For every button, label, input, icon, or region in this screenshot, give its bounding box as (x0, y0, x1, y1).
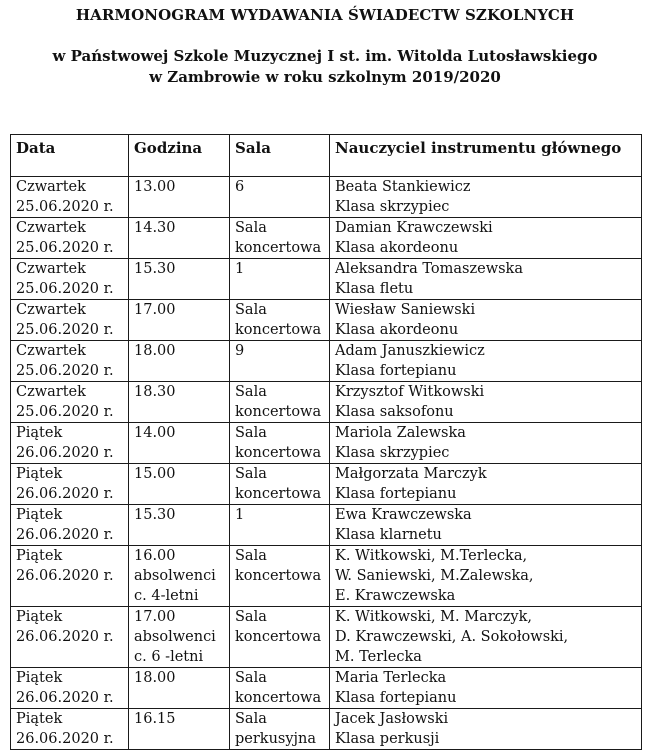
column-header-data: Data (11, 135, 129, 177)
cell-godzina (129, 341, 230, 382)
cell-data-line: Piątek (16, 425, 63, 441)
cell-sala-line: koncertowa (235, 445, 322, 461)
table-row (11, 464, 642, 505)
cell-godzina-line: 15.30 (134, 507, 176, 523)
cell-data-line: 25.06.2020 r. (16, 199, 114, 215)
cell-data-line: Piątek (16, 609, 63, 625)
cell-sala-line: Sala (235, 711, 267, 727)
cell-data-line: Piątek (16, 507, 63, 523)
cell-sala-line: koncertowa (235, 404, 322, 420)
cell-sala-line: Sala (235, 384, 267, 400)
cell-nauczyciel-line: Jacek Jasłowski (335, 711, 449, 727)
column-header-nauczyciel: Nauczyciel instrumentu głównego (330, 135, 642, 177)
cell-nauczyciel-line: Beata Stankiewicz (335, 179, 471, 195)
cell-sala-line: koncertowa (235, 240, 322, 256)
cell-godzina (129, 259, 230, 300)
cell-sala-line: 9 (235, 343, 245, 359)
cell-nauczyciel (330, 423, 642, 464)
cell-sala (230, 177, 330, 218)
cell-data (11, 607, 129, 668)
cell-godzina (129, 607, 230, 668)
table-row (11, 546, 642, 607)
cell-sala (230, 218, 330, 259)
cell-sala-line: Sala (235, 220, 267, 236)
cell-nauczyciel (330, 546, 642, 607)
cell-data (11, 259, 129, 300)
cell-sala (230, 464, 330, 505)
cell-nauczyciel (330, 607, 642, 668)
cell-nauczyciel-line: Klasa perkusji (335, 731, 440, 747)
cell-godzina-line: 15.30 (134, 261, 176, 277)
cell-data (11, 464, 129, 505)
cell-sala (230, 341, 330, 382)
cell-godzina (129, 668, 230, 709)
cell-sala-line: koncertowa (235, 322, 322, 338)
cell-data (11, 177, 129, 218)
cell-data-line: Piątek (16, 548, 63, 564)
schedule-table (10, 134, 642, 750)
cell-data-line: 25.06.2020 r. (16, 363, 114, 379)
cell-sala (230, 382, 330, 423)
cell-nauczyciel-line: Krzysztof Witkowski (335, 384, 485, 400)
cell-data-line: 26.06.2020 r. (16, 690, 114, 706)
cell-data-line: Czwartek (16, 179, 86, 195)
cell-nauczyciel-line: Adam Januszkiewicz (335, 343, 485, 359)
table-header-row (11, 135, 642, 177)
cell-data (11, 341, 129, 382)
cell-data (11, 218, 129, 259)
table-row (11, 668, 642, 709)
table-row (11, 300, 642, 341)
cell-nauczyciel (330, 668, 642, 709)
cell-godzina-line: 14.00 (134, 425, 176, 441)
cell-nauczyciel-line: Ewa Krawczewska (335, 507, 472, 523)
cell-nauczyciel-line: Klasa fortepianu (335, 690, 457, 706)
cell-nauczyciel-line: Maria Terlecka (335, 670, 447, 686)
cell-nauczyciel-line: Klasa klarnetu (335, 527, 442, 543)
cell-sala-line: koncertowa (235, 690, 322, 706)
cell-nauczyciel-line: Klasa akordeonu (335, 322, 459, 338)
cell-sala (230, 505, 330, 546)
document-title: HARMONOGRAM WYDAWANIA ŚWIADECTW SZKOLNYCH (75, 6, 575, 24)
table-row (11, 382, 642, 423)
cell-data-line: 26.06.2020 r. (16, 731, 114, 747)
table-row (11, 341, 642, 382)
cell-nauczyciel-line: Klasa akordeonu (335, 240, 459, 256)
cell-nauczyciel-line: Aleksandra Tomaszewska (335, 261, 523, 277)
cell-nauczyciel-line: E. Krawczewska (335, 588, 456, 604)
cell-nauczyciel-line: Mariola Zalewska (335, 425, 466, 441)
cell-sala-line: 1 (235, 507, 245, 523)
cell-data-line: 26.06.2020 r. (16, 486, 114, 502)
subtitle-line-1: w Państwowej Szkole Muzycznej I st. im. Witolda Lutosławskiego (52, 47, 598, 65)
cell-data-line: 25.06.2020 r. (16, 240, 114, 256)
cell-data-line: 25.06.2020 r. (16, 281, 114, 297)
cell-godzina (129, 300, 230, 341)
cell-godzina-line: 16.00 (134, 548, 176, 564)
cell-nauczyciel-line: Klasa skrzypiec (335, 445, 450, 461)
cell-sala-line: Sala (235, 670, 267, 686)
cell-nauczyciel-line: K. Witkowski, M.Terlecka, (335, 548, 528, 564)
table-row (11, 259, 642, 300)
table-row (11, 607, 642, 668)
cell-nauczyciel-line: Klasa fortepianu (335, 486, 457, 502)
cell-data-line: 26.06.2020 r. (16, 629, 114, 645)
cell-sala-line: Sala (235, 609, 267, 625)
cell-nauczyciel-line: Małgorzata Marczyk (335, 466, 487, 482)
cell-data (11, 505, 129, 546)
cell-data-line: Czwartek (16, 220, 86, 236)
cell-sala-line: Sala (235, 425, 267, 441)
cell-sala-line: Sala (235, 548, 267, 564)
cell-data-line: Czwartek (16, 384, 86, 400)
table-row (11, 709, 642, 750)
cell-godzina (129, 709, 230, 750)
cell-data (11, 546, 129, 607)
table-row (11, 505, 642, 546)
cell-godzina (129, 423, 230, 464)
cell-sala (230, 709, 330, 750)
cell-data (11, 423, 129, 464)
cell-nauczyciel (330, 300, 642, 341)
cell-nauczyciel-line: Klasa fortepianu (335, 363, 457, 379)
cell-nauczyciel (330, 464, 642, 505)
table-body (11, 177, 642, 750)
cell-nauczyciel-line: Klasa skrzypiec (335, 199, 450, 215)
cell-sala (230, 423, 330, 464)
cell-godzina-line: 13.00 (134, 179, 176, 195)
document-subtitle (0, 46, 650, 88)
cell-godzina (129, 505, 230, 546)
cell-sala-line: koncertowa (235, 568, 322, 584)
cell-nauczyciel (330, 259, 642, 300)
cell-godzina (129, 177, 230, 218)
cell-sala (230, 259, 330, 300)
cell-godzina-line: 14.30 (134, 220, 176, 236)
cell-sala-line: koncertowa (235, 486, 322, 502)
cell-sala (230, 607, 330, 668)
cell-sala-line: 6 (235, 179, 245, 195)
cell-data (11, 668, 129, 709)
cell-godzina (129, 546, 230, 607)
cell-nauczyciel (330, 177, 642, 218)
table-row (11, 218, 642, 259)
subtitle-line-2: w Zambrowie w roku szkolnym 2019/2020 (149, 68, 501, 86)
cell-nauczyciel (330, 505, 642, 546)
cell-data (11, 382, 129, 423)
cell-data-line: Czwartek (16, 343, 86, 359)
cell-godzina-line: 18.00 (134, 670, 176, 686)
cell-nauczyciel-line: Damian Krawczewski (335, 220, 493, 236)
cell-data-line: 26.06.2020 r. (16, 445, 114, 461)
cell-godzina-line: 18.00 (134, 343, 176, 359)
table-row (11, 423, 642, 464)
cell-data-line: Piątek (16, 466, 63, 482)
table-row (11, 177, 642, 218)
cell-data (11, 300, 129, 341)
cell-nauczyciel-line: K. Witkowski, M. Marczyk, (335, 609, 533, 625)
cell-data-line: 25.06.2020 r. (16, 322, 114, 338)
cell-sala-line: Sala (235, 466, 267, 482)
cell-nauczyciel (330, 341, 642, 382)
cell-godzina-line: 18.30 (134, 384, 176, 400)
cell-godzina-line: c. 6 -letni (134, 649, 204, 665)
cell-godzina-line: 17.00 (134, 302, 176, 318)
cell-data-line: 26.06.2020 r. (16, 527, 114, 543)
cell-godzina (129, 464, 230, 505)
cell-data-line: Czwartek (16, 261, 86, 277)
cell-sala (230, 300, 330, 341)
cell-godzina-line: c. 4-letni (134, 588, 199, 604)
cell-godzina-line: absolwenci (134, 568, 216, 584)
cell-nauczyciel-line: Wiesław Saniewski (335, 302, 476, 318)
cell-godzina (129, 382, 230, 423)
cell-sala-line: 1 (235, 261, 245, 277)
cell-nauczyciel-line: D. Krawczewski, A. Sokołowski, (335, 629, 569, 645)
cell-data-line: Piątek (16, 711, 63, 727)
cell-nauczyciel (330, 218, 642, 259)
cell-nauczyciel (330, 382, 642, 423)
cell-godzina-line: 17.00 (134, 609, 176, 625)
cell-data (11, 709, 129, 750)
cell-data-line: 26.06.2020 r. (16, 568, 114, 584)
cell-godzina-line: 16.15 (134, 711, 176, 727)
cell-data-line: 25.06.2020 r. (16, 404, 114, 420)
cell-data-line: Czwartek (16, 302, 86, 318)
cell-godzina-line: absolwenci (134, 629, 216, 645)
cell-godzina (129, 218, 230, 259)
cell-sala (230, 668, 330, 709)
cell-sala-line: perkusyjna (235, 731, 317, 747)
cell-data-line: Piątek (16, 670, 63, 686)
column-header-sala: Sala (230, 135, 330, 177)
column-header-godzina: Godzina (129, 135, 230, 177)
cell-sala-line: Sala (235, 302, 267, 318)
cell-nauczyciel-line: M. Terlecka (335, 649, 422, 665)
cell-nauczyciel-line: Klasa saksofonu (335, 404, 454, 420)
cell-nauczyciel-line: Klasa fletu (335, 281, 414, 297)
cell-sala (230, 546, 330, 607)
cell-nauczyciel (330, 709, 642, 750)
cell-sala-line: koncertowa (235, 629, 322, 645)
cell-nauczyciel-line: W. Saniewski, M.Zalewska, (335, 568, 534, 584)
cell-godzina-line: 15.00 (134, 466, 176, 482)
